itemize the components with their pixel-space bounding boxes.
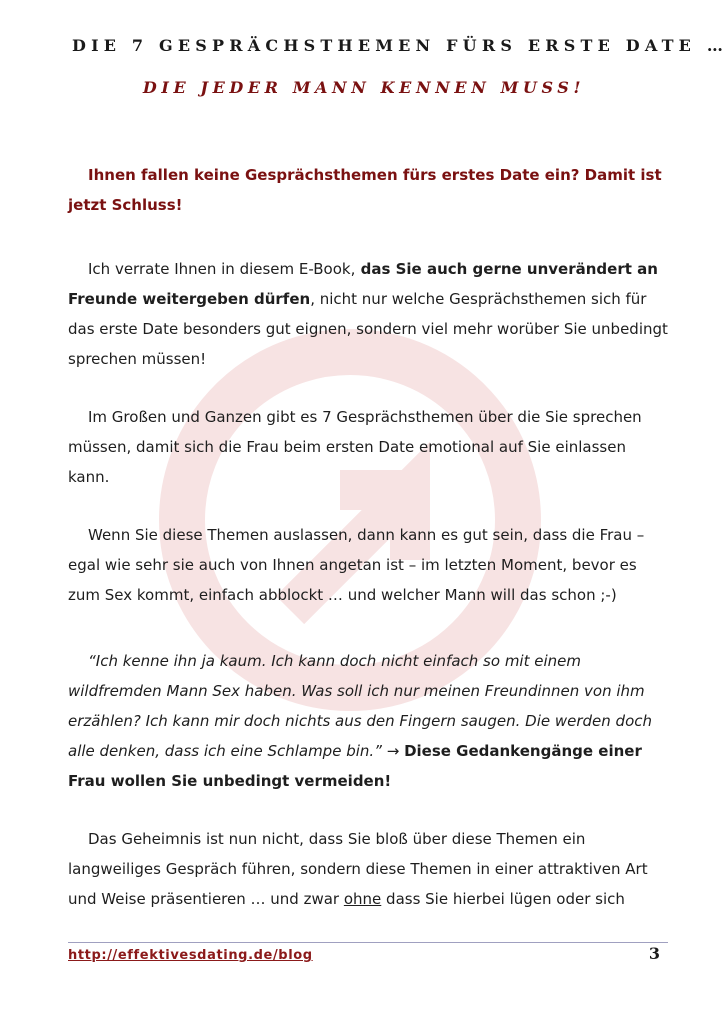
document-title: DIE 7 GESPRÄCHSTHEMEN FÜRS ERSTE DATE … xyxy=(72,36,728,55)
document-subtitle: DIE JEDER MANN KENNEN MUSS! xyxy=(142,78,586,97)
secret-text-end: dass Sie hierbei lügen oder sich xyxy=(381,890,625,908)
quote-conclusion: Diese Gedankengänge einer Frau wollen Sie unbedingt vermeiden! xyxy=(68,742,642,790)
footer-link[interactable]: http://effektivesdating.de/blog xyxy=(68,948,313,963)
ebook-bold-text: das Sie auch gerne unverändert an Freunde weitergeben dürfen xyxy=(68,260,658,308)
arrow-glyph: → xyxy=(381,742,405,760)
secret-text-start: Das Geheimnis ist nun nicht, dass Sie bloß über diese Themen ein langweiliges Gespräch führen, sondern diese Themen in einer attraktiven Art und Weise präsentieren … und zwar xyxy=(68,830,648,908)
secret-underlined-word: ohne xyxy=(343,890,382,908)
ebook-text-end: , nicht nur welche Gesprächsthemen sich für das erste Date besonders gut eignen, sondern viel mehr worüber Sie unbedingt sprechen müssen! xyxy=(68,290,668,368)
ebook-text-start: Ich verrate Ihnen in diesem E-Book, xyxy=(88,260,356,278)
intro-lead-text: Ihnen fallen keine Gesprächsthemen fürs erstes Date ein? Damit ist jetzt Schluss! xyxy=(68,166,662,214)
topics-text: Im Großen und Ganzen gibt es 7 Gesprächsthemen über die Sie sprechen müssen, damit sich die Frau beim ersten Date emotional auf Sie einlassen kann. xyxy=(68,408,642,486)
secret-paragraph xyxy=(68,824,668,914)
warning-paragraph xyxy=(68,520,668,610)
quote-paragraph xyxy=(68,646,668,796)
quote-text: “Ich kenne ihn ja kaum. Ich kann doch nicht einfach so mit einem wildfremden Mann Sex haben. Was soll ich nur meinen Freundinnen von ihm erzählen? Ich kann mir doch nichts aus den Fingern saugen. Die werden doch alle denken, dass ich eine Schlampe bin.” xyxy=(68,652,652,760)
ebook-paragraph xyxy=(68,254,668,374)
page-number: 3 xyxy=(648,944,660,963)
intro-paragraph xyxy=(68,160,668,220)
topics-paragraph xyxy=(68,402,668,492)
warning-text: Wenn Sie diese Themen auslassen, dann kann es gut sein, dass die Frau – egal wie sehr sie auch von Ihnen angetan ist – im letzten Moment, bevor es zum Sex kommt, einfach abblockt … und welcher Mann will das schon ;-) xyxy=(68,526,645,604)
footer-divider xyxy=(68,942,668,943)
